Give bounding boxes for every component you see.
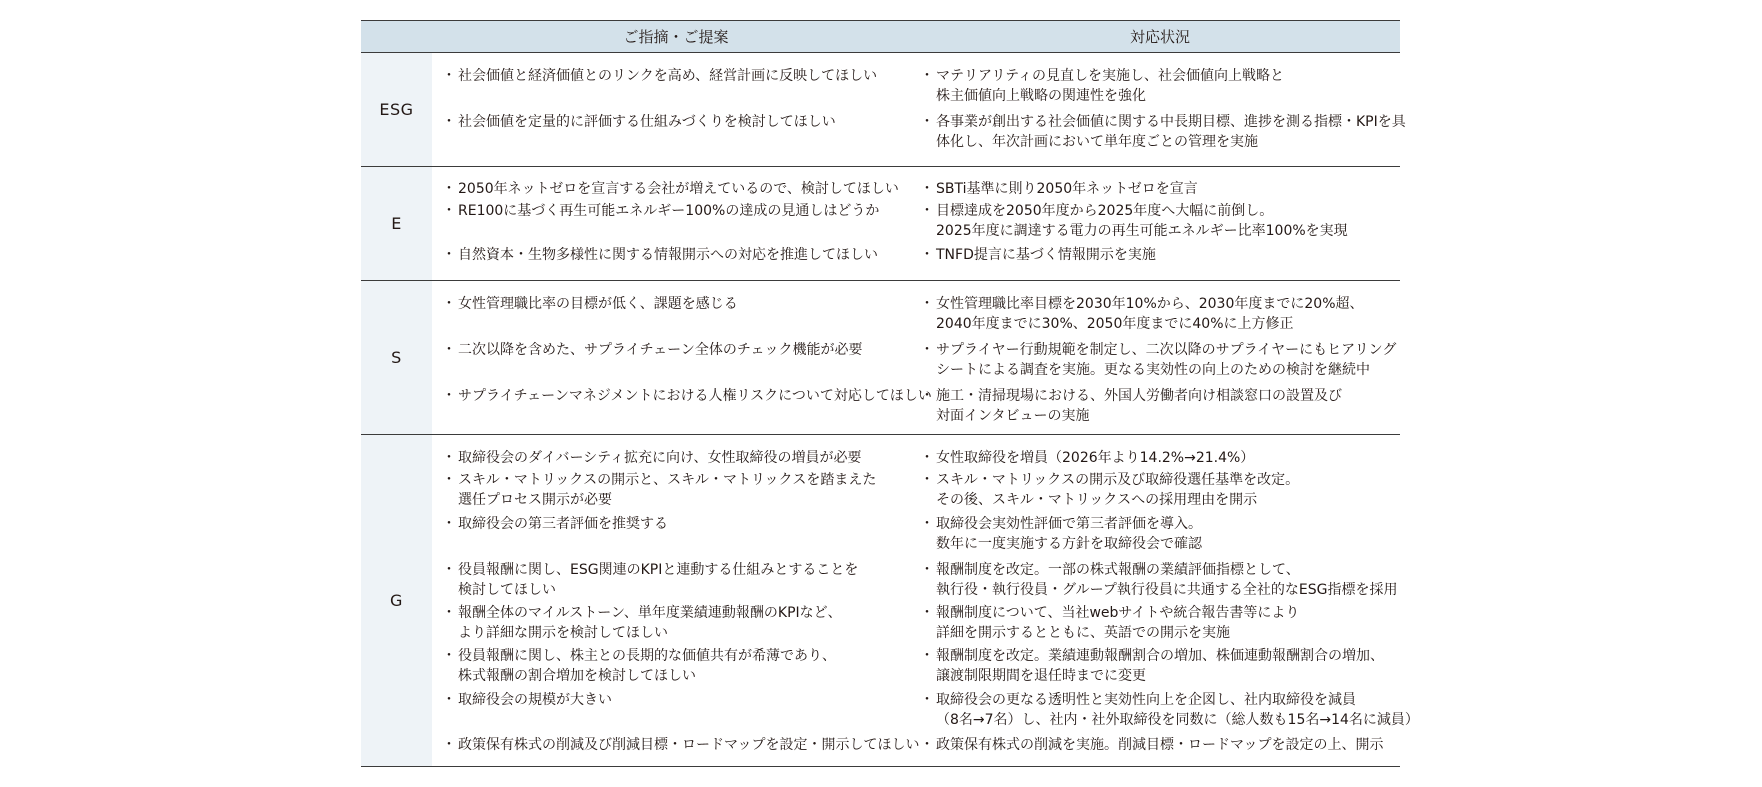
response-item: ・ TNFD提言に基づく情報開示を実施	[920, 245, 1156, 265]
section-g	[361, 435, 1419, 767]
suggestion-item: ・ 役員報酬に関し、ESG関連のKPIと連動する仕組みとすることを 検討してほしい	[442, 560, 858, 600]
suggestion-item: ・ サプライチェーンマネジメントにおける人権リスクについて対応してほしい	[442, 386, 932, 406]
suggestion-item: ・ 取締役会の規模が大きい	[442, 690, 612, 710]
response-item: ・ 各事業が創出する社会価値に関する中長期目標、進捗を測る指標・KPIを具 体化し、年次計画において単年度ごとの管理を実施	[920, 112, 1406, 152]
suggestion-item: ・ 報酬全体のマイルストーン、単年度業績連動報酬のKPIなど、 より詳細な開示を検討してほしい	[442, 603, 842, 643]
header-corner	[361, 21, 432, 52]
suggestion-item: ・ スキル・マトリックスの開示と、スキル・マトリックスを踏まえた 選任プロセス開示が必要	[442, 470, 876, 510]
table-header	[361, 20, 1400, 53]
response-item: ・ 取締役会の更なる透明性と実効性向上を企図し、社内取締役を減員 （8名→7名）し、社内・社外取締役を同数に（総人数も15名→14名に減員）	[920, 690, 1419, 730]
response-item: ・ 施工・清掃現場における、外国人労働者向け相談窓口の設置及び 対面インタビューの実施	[920, 386, 1342, 426]
section-esg	[361, 53, 1406, 167]
response-item: ・ スキル・マトリックスの開示及び取締役選任基準を改定。 その後、スキル・マトリックスへの採用理由を開示	[920, 470, 1299, 510]
category-label: S	[361, 281, 432, 434]
response-item: ・ マテリアリティの見直しを実施し、社会価値向上戦略と 株主価値向上戦略の関連性を強化	[920, 66, 1284, 106]
section-s	[361, 281, 1400, 435]
esg-engagement-table	[361, 20, 1419, 767]
category-label: ESG	[361, 53, 432, 166]
category-label: E	[361, 167, 432, 280]
response-item: ・ 報酬制度について、当社webサイトや統合報告書等により 詳細を開示するとともに、英語での開示を実施	[920, 603, 1299, 643]
suggestion-item: ・ 取締役会の第三者評価を推奨する	[442, 514, 668, 534]
suggestion-item: ・ RE100に基づく再生可能エネルギー100%の達成の見通しはどうか	[442, 201, 879, 221]
suggestion-item: ・ 自然資本・生物多様性に関する情報開示への対応を推進してほしい	[442, 245, 878, 265]
suggestion-item: ・ 政策保有株式の削減及び削減目標・ロードマップを設定・開示してほしい	[442, 735, 919, 755]
response-item: ・ 報酬制度を改定。業績連動報酬割合の増加、株価連動報酬割合の増加、 譲渡制限期間を退任時までに変更	[920, 646, 1384, 686]
suggestion-item: ・ 取締役会のダイバーシティ拡充に向け、女性取締役の増員が必要	[442, 448, 861, 468]
suggestion-item: ・ 女性管理職比率の目標が低く、課題を感じる	[442, 294, 738, 314]
response-item: ・ 政策保有株式の削減を実施。削減目標・ロードマップを設定の上、開示	[920, 735, 1383, 755]
response-item: ・ SBTi基準に則り2050年ネットゼロを宣言	[920, 179, 1198, 199]
response-item: ・ 報酬制度を改定。一部の株式報酬の業績評価指標として、 執行役・執行役員・グループ執行役員に共通する全社的なESG指標を採用	[920, 560, 1397, 600]
suggestion-item: ・ 社会価値を定量的に評価する仕組みづくりを検討してほしい	[442, 112, 836, 132]
category-label: G	[361, 435, 432, 766]
response-item: ・ 女性取締役を増員（2026年より14.2%→21.4%）	[920, 448, 1254, 468]
response-item: ・ 女性管理職比率目標を2030年10%から、2030年度までに20%超、 2040年度までに30%、2050年度までに40%に上方修正	[920, 294, 1364, 334]
response-item: ・ 取締役会実効性評価で第三者評価を導入。 数年に一度実施する方針を取締役会で確認	[920, 514, 1202, 554]
response-item: ・ 目標達成を2050年度から2025年度へ大幅に前倒し。 2025年度に調達する電力の再生可能エネルギー比率100%を実現	[920, 201, 1348, 241]
header-suggestions: ご指摘・ご提案	[623, 28, 729, 46]
suggestion-item: ・ 二次以降を含めた、サプライチェーン全体のチェック機能が必要	[442, 340, 862, 360]
section-e	[361, 167, 1400, 281]
suggestion-item: ・ 社会価値と経済価値とのリンクを高め、経営計画に反映してほしい	[442, 66, 877, 86]
response-item: ・ サプライヤー行動規範を制定し、二次以降のサプライヤーにもヒアリング シートによる調査を実施。更なる実効性の向上のための検討を継続中	[920, 340, 1396, 380]
suggestion-item: ・ 役員報酬に関し、株主との長期的な価値共有が希薄であり、 株式報酬の割合増加を検討してほしい	[442, 646, 836, 686]
header-response-status: 対応状況	[1129, 28, 1190, 46]
suggestion-item: ・ 2050年ネットゼロを宣言する会社が増えているので、検討してほしい	[442, 179, 899, 199]
